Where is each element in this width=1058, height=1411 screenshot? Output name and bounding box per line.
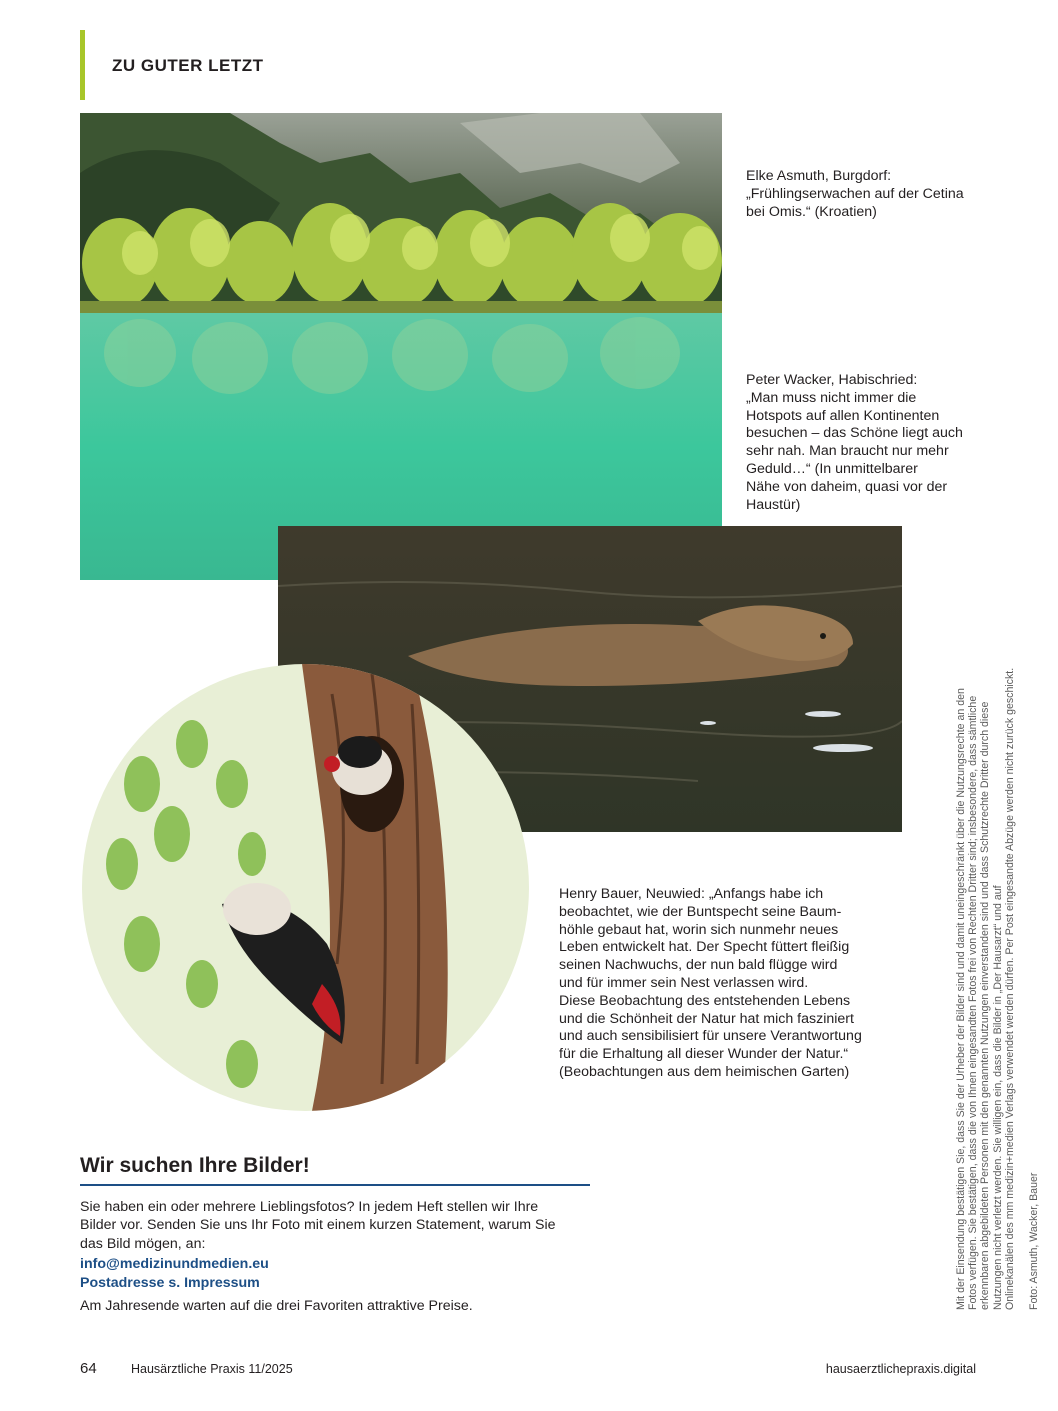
photo-credit: Foto: Asmuth, Wacker, Bauer bbox=[1028, 1172, 1040, 1310]
caption-bauer bbox=[559, 886, 862, 1082]
caption-line: beobachtet, wie der Buntspecht seine Baum- bbox=[559, 903, 842, 920]
caption-line: bei Omis.“ (Kroatien) bbox=[746, 203, 877, 220]
caption-line: Leben entwickelt hat. Der Specht füttert fleißig bbox=[559, 939, 850, 956]
caption-line: sehr nah. Man braucht nur mehr bbox=[746, 443, 949, 460]
prize-note: Am Jahresende warten auf die drei Favoriten attraktive Preise. bbox=[80, 1298, 473, 1314]
caption-line: und die Schönheit der Natur hat mich fasziniert bbox=[559, 1010, 854, 1027]
call-title: Wir suchen Ihre Bilder! bbox=[80, 1154, 310, 1177]
caption-wacker bbox=[746, 372, 963, 514]
call-body-line: Sie haben ein oder mehrere Lieblingsfotos? In jedem Heft stellen wir Ihre bbox=[80, 1199, 539, 1215]
caption-line: Haustür) bbox=[746, 496, 801, 513]
legal-line: Fotos verfügen. Sie bestätigen, dass die von Ihnen eingesandten Fotos frei von Rechten Dritter sind; insbesondere, dass sämtliche bbox=[967, 695, 980, 1310]
legal-line: Nutzungen nicht verletzt werden. Sie willigen ein, dass die Bilder in „Der Hausarzt“ und auf bbox=[991, 885, 1004, 1310]
caption-line: Elke Asmuth, Burgdorf: bbox=[746, 168, 892, 184]
caption-line: (Beobachtungen aus dem heimischen Garten) bbox=[559, 1063, 850, 1080]
caption-line: Diese Beobachtung des entstehenden Lebens bbox=[559, 992, 851, 1009]
caption-line: und auch sensibilisiert für unsere Verantwortung bbox=[559, 1028, 862, 1045]
caption-line: „Man muss nicht immer die bbox=[746, 389, 917, 406]
caption-line: Henry Bauer, Neuwied: „Anfangs habe ich bbox=[559, 886, 824, 902]
woodpecker-photo bbox=[82, 664, 529, 1111]
website-link[interactable]: hausaerztlichepraxis.digital bbox=[825, 1362, 976, 1376]
call-body-line: das Bild mögen, an: bbox=[80, 1235, 206, 1252]
caption-line: Peter Wacker, Habischried: bbox=[746, 372, 918, 388]
caption-line: seinen Nachwuchs, der nun bald flügge wird bbox=[559, 957, 838, 974]
section-label: ZU GUTER LETZT bbox=[112, 56, 264, 75]
caption-line: für die Erhaltung all dieser Wunder der Natur.“ bbox=[559, 1046, 849, 1063]
page-number: 64 bbox=[80, 1360, 97, 1377]
caption-line: und für immer sein Nest verlassen wird. bbox=[559, 974, 809, 991]
caption-line: Hotspots auf allen Kontinenten bbox=[746, 407, 940, 424]
contact-email-link[interactable]: info@medizinundmedien.eu bbox=[80, 1256, 269, 1272]
caption-line: Nähe von daheim, quasi vor der bbox=[746, 478, 948, 495]
caption-line: besuchen – das Schöne liegt auch bbox=[746, 425, 963, 442]
legal-line: Mit der Einsendung bestätigen Sie, dass Sie der Urheber der Bilder sind und damit uneingeschränkt über die Nutzungsrechte an den bbox=[955, 688, 967, 1310]
legal-line: erkennbaren abgebildeten Personen mit den genannten Nutzungen einverstanden sind und dass Schutzrechte Dritter durch diese bbox=[979, 701, 992, 1310]
caption-line: höhle gebaut hat, worin sich nunmehr neues bbox=[559, 921, 839, 938]
lake-photo bbox=[80, 113, 722, 580]
magazine-issue: Hausärztliche Praxis 11/2025 bbox=[131, 1362, 293, 1376]
call-body bbox=[80, 1198, 556, 1253]
contact-postal-note: Postadresse s. Impressum bbox=[80, 1275, 260, 1291]
caption-asmuth bbox=[746, 168, 964, 221]
caption-line: „Frühlingserwachen auf der Cetina bbox=[746, 185, 964, 202]
legal-notice bbox=[955, 565, 1016, 1310]
section-accent-bar bbox=[80, 30, 85, 100]
call-divider bbox=[80, 1184, 590, 1186]
legal-line: Onlinekanälen des mm medizin+medien Verlags verwendet werden dürfen. Per Post eingesandte Abzüge werden nicht zurück geschickt. bbox=[1003, 667, 1016, 1310]
caption-line: Geduld…“ (In unmittelbarer bbox=[746, 460, 918, 477]
call-body-line: Bilder vor. Senden Sie uns Ihr Foto mit einem kurzen Statement, warum Sie bbox=[80, 1217, 556, 1234]
